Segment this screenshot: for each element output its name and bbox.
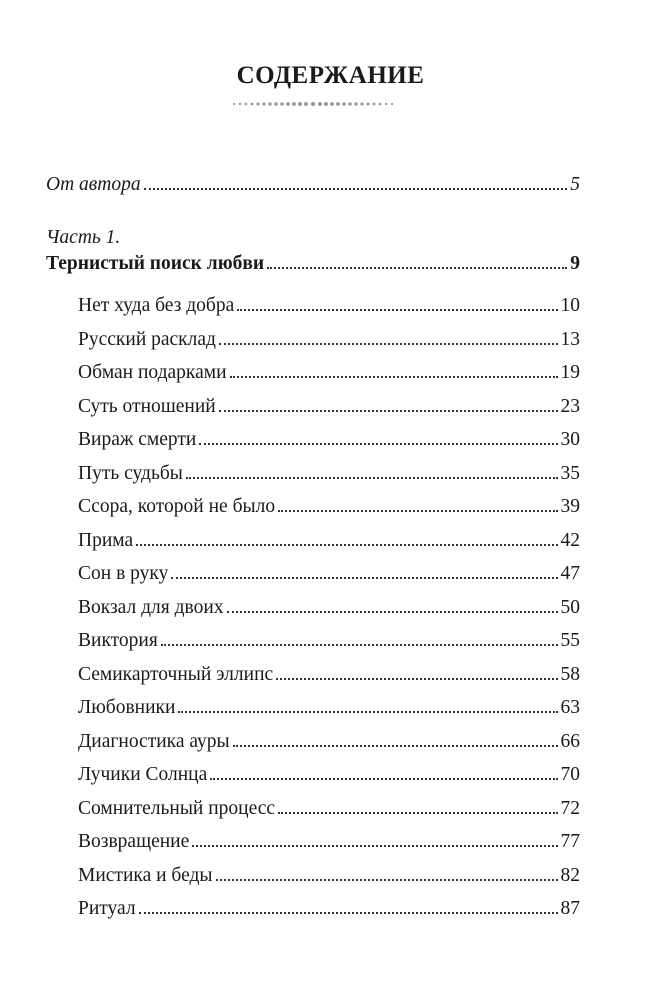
dot-leader <box>276 678 557 680</box>
dot-leader <box>144 188 568 190</box>
toc-entry-title: Вокзал для двоих <box>78 596 224 618</box>
dot-leader <box>267 267 567 269</box>
toc-entry-title: Лучики Солнца <box>78 764 208 785</box>
toc-entry-title: Нет худа без добра <box>78 295 235 316</box>
ornament-divider-icon <box>230 101 396 107</box>
dot-leader <box>227 611 558 613</box>
toc-entry-page: 47 <box>560 563 580 584</box>
dot-leader <box>219 343 558 345</box>
toc-entry-chapter[interactable] <box>78 596 580 620</box>
toc-entry-chapter[interactable] <box>78 763 580 787</box>
toc-entry-page: 82 <box>560 864 580 886</box>
toc-entry-page: 10 <box>560 295 580 316</box>
toc-entry-preface[interactable] <box>46 173 580 197</box>
toc-entry-chapter[interactable] <box>78 696 580 720</box>
toc-entry-page: 77 <box>560 831 580 852</box>
toc-entry-part[interactable] <box>46 252 580 276</box>
toc-entry-page: 30 <box>560 429 580 450</box>
toc-entry-page: 42 <box>560 529 580 551</box>
toc-entry-chapter[interactable] <box>78 395 580 419</box>
toc-entry-title: Прима <box>78 529 134 551</box>
toc-entry-page: 23 <box>560 395 580 417</box>
toc-entry-title: Возвращение <box>78 831 190 852</box>
dot-leader <box>186 477 558 479</box>
toc-entry-page: 35 <box>560 462 580 484</box>
toc-entry-chapter[interactable] <box>78 897 580 921</box>
toc-entry-page: 70 <box>560 764 580 785</box>
toc-entry-chapter[interactable] <box>78 294 580 318</box>
dot-leader <box>192 845 557 847</box>
toc-entry-chapter[interactable] <box>78 562 580 586</box>
toc-entry-title: Путь судьбы <box>78 462 183 484</box>
toc-entry-chapter[interactable] <box>78 830 580 854</box>
toc-entry-title: Диагностика ауры <box>78 730 230 752</box>
dot-leader <box>171 577 557 579</box>
dot-leader <box>139 912 558 914</box>
toc-entry-page: 39 <box>560 496 580 517</box>
toc-entry-chapter[interactable] <box>78 864 580 888</box>
toc-entry-chapter[interactable] <box>78 797 580 821</box>
toc-entry-page: 63 <box>560 697 580 718</box>
toc-entry-chapter[interactable] <box>78 629 580 653</box>
toc-entry-chapter[interactable] <box>78 529 580 553</box>
toc-entry-title: Виктория <box>78 630 158 651</box>
toc-entry-chapter[interactable] <box>78 730 580 754</box>
toc-entry-page: 50 <box>560 596 580 618</box>
toc-entry-title: Сон в руку <box>78 563 169 584</box>
toc-entry-chapter[interactable] <box>78 428 580 452</box>
toc-entry-page: 9 <box>570 253 580 274</box>
toc-entry-title: Любовники <box>78 697 176 718</box>
toc-entry-chapter[interactable] <box>78 361 580 385</box>
toc-entry-chapter[interactable] <box>78 495 580 519</box>
dot-leader <box>219 410 558 412</box>
dot-leader <box>178 711 557 713</box>
toc-entry-title: Ритуал <box>78 898 136 919</box>
toc-entry-page: 13 <box>560 328 580 350</box>
page-title: СОДЕРЖАНИЕ <box>236 62 425 89</box>
toc-entry-page: 5 <box>570 174 580 195</box>
toc-entry-title: Суть отношений <box>78 395 216 417</box>
toc-entry-page: 87 <box>560 898 580 919</box>
toc-entry-title: Ссора, которой не было <box>78 496 276 517</box>
dot-leader <box>278 510 557 512</box>
toc-entry-page: 66 <box>560 730 580 752</box>
toc-entry-title: Семикарточный эллипс <box>78 663 274 685</box>
toc-entry-page: 58 <box>560 663 580 685</box>
toc-entry-chapter[interactable] <box>78 328 580 352</box>
toc-entry-title: Русский расклад <box>78 328 216 350</box>
dot-leader <box>161 644 558 646</box>
toc-entry-title: Мистика и беды <box>78 864 213 886</box>
toc-entry-title: Вираж смерти <box>78 429 197 450</box>
dot-leader <box>136 544 557 546</box>
toc-entry-title: От автора <box>46 174 141 195</box>
dot-leader <box>237 309 557 311</box>
dot-leader <box>199 443 557 445</box>
part-label: Часть 1. <box>46 227 121 248</box>
dot-leader <box>233 745 558 747</box>
dot-leader <box>210 778 557 780</box>
dot-leader <box>216 879 558 881</box>
toc-entry-title: Обман подарками <box>78 362 227 383</box>
toc-entry-page: 19 <box>560 362 580 383</box>
toc-entry-title: Тернистый поиск любви <box>46 253 265 274</box>
toc-entry-chapter[interactable] <box>78 462 580 486</box>
toc-entry-chapter[interactable] <box>78 663 580 687</box>
toc-entry-title: Сомнительный процесс <box>78 797 276 819</box>
dot-leader <box>278 812 557 814</box>
toc-entry-page: 72 <box>560 797 580 819</box>
toc-entry-page: 55 <box>560 630 580 651</box>
dot-leader <box>230 376 558 378</box>
